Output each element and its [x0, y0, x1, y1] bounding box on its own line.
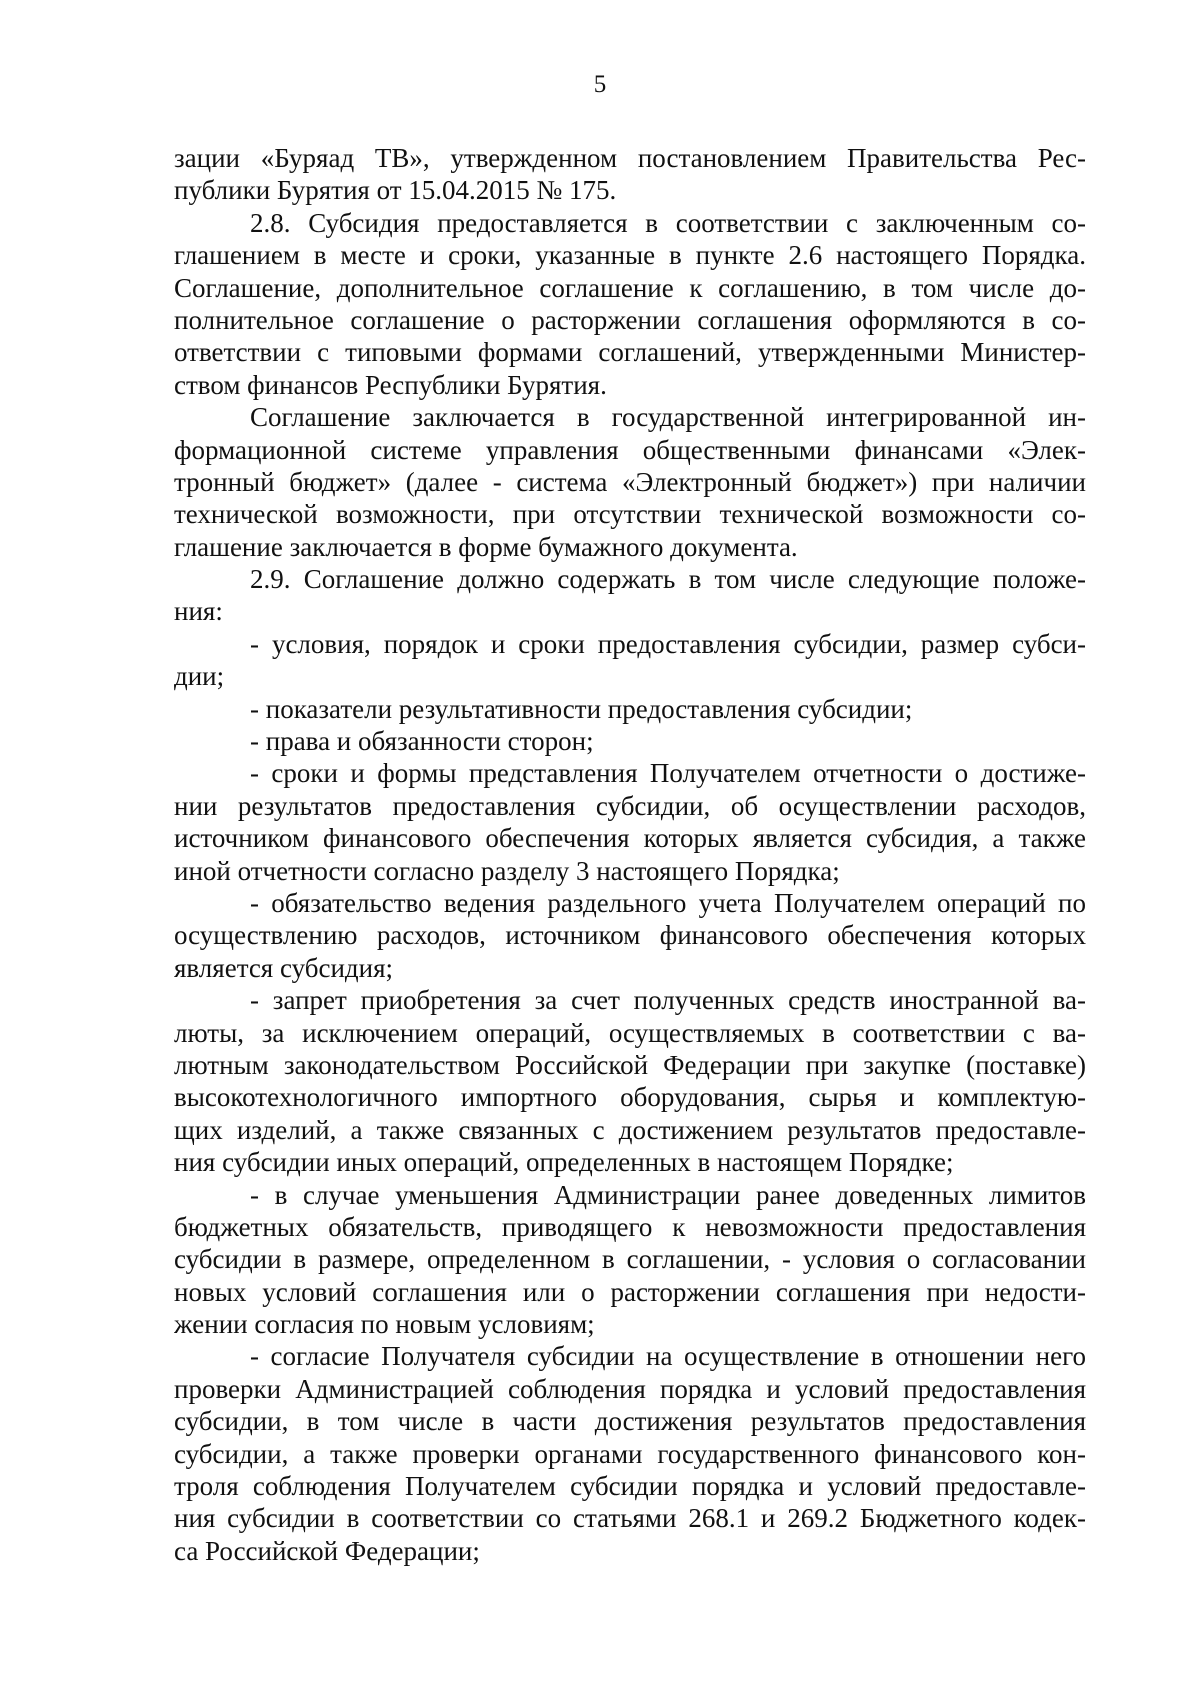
text-line: публики Бурятия от 15.04.2015 № 175. [174, 175, 617, 206]
text-line: ством финансов Республики Бурятия. [174, 369, 607, 400]
text-line: люты, за исключением операций, осуществляемых в соответствии с ва- [174, 1017, 1086, 1048]
text-line: является субсидия; [174, 952, 394, 983]
text-line: ния: [174, 596, 223, 627]
text-line: са Российской Федерации; [174, 1535, 480, 1566]
text-line: - в случае уменьшения Администрации ранее доведенных лимитов [250, 1179, 1086, 1210]
text-line: формационной системе управления общественными финансами «Элек- [174, 434, 1086, 465]
text-line: ния субсидии в соответствии со статьями 268.1 и 269.2 Бюджетного кодек- [174, 1503, 1086, 1534]
text-line: субсидии, в том числе в части достижения результатов предоставления [174, 1406, 1086, 1437]
text-line: - показатели результативности предоставления субсидии; [250, 693, 913, 724]
text-line: высокотехнологичного импортного оборудования, сырья и комплектую- [174, 1082, 1086, 1113]
document-body [174, 142, 1086, 1567]
text-line: новых условий соглашения или о расторжении соглашения при недости- [174, 1276, 1086, 1307]
page-number: 5 [593, 71, 607, 98]
text-line: жении согласия по новым условиям; [174, 1309, 595, 1340]
text-line: - обязательство ведения раздельного учета Получателем операций по [250, 887, 1086, 918]
text-line: лютным законодательством Российской Федерации при закупке (поставке) [174, 1049, 1086, 1080]
text-line: зации «Буряад ТВ», утвержденном постановлением Правительства Рес- [174, 143, 1086, 173]
text-line: субсидии в размере, определенном в соглашении, - условия о согласовании [174, 1244, 1086, 1275]
text-line: технической возможности, при отсутствии технической возможности со- [174, 499, 1086, 530]
text-line: - сроки и формы представления Получателем отчетности о достиже- [250, 758, 1086, 789]
text-line: полнительное соглашение о расторжении соглашения оформляются в со- [174, 304, 1086, 335]
text-line: иной отчетности согласно разделу 3 настоящего Порядка; [174, 855, 840, 886]
text-line: осуществлению расходов, источником финансового обеспечения которых [174, 920, 1086, 951]
text-line: Соглашение, дополнительное соглашение к соглашению, в том числе до- [174, 272, 1086, 303]
text-line: глашение заключается в форме бумажного документа. [174, 531, 798, 562]
text-line: - согласие Получателя субсидии на осуществление в отношении него [250, 1341, 1086, 1372]
text-line: щих изделий, а также связанных с достижением результатов предоставле- [174, 1114, 1086, 1145]
text-line: троля соблюдения Получателем субсидии порядка и условий предоставле- [174, 1471, 1086, 1502]
text-line: 2.8. Субсидия предоставляется в соответствии с заключенным со- [250, 207, 1086, 238]
text-line: бюджетных обязательств, приводящего к невозможности предоставления [174, 1211, 1086, 1242]
text-line: дии; [174, 661, 225, 692]
text-line: тронный бюджет» (далее - система «Электронный бюджет») при наличии [174, 466, 1086, 497]
text-line: Соглашение заключается в государственной интегрированной ин- [250, 402, 1086, 433]
text-line: ния субсидии иных операций, определенных в настоящем Порядке; [174, 1147, 954, 1178]
text-line: - запрет приобретения за счет полученных средств иностранной ва- [250, 985, 1086, 1016]
text-line: глашением в месте и сроки, указанные в пункте 2.6 настоящего Порядка. [174, 240, 1086, 271]
text-line: проверки Администрацией соблюдения порядка и условий предоставления [174, 1373, 1086, 1404]
text-line: ответствии с типовыми формами соглашений, утвержденными Министер- [174, 337, 1086, 368]
text-line: - права и обязанности сторон; [250, 726, 594, 757]
text-line: источником финансового обеспечения которых является субсидия, а также [174, 823, 1086, 854]
text-line: субсидии, а также проверки органами государственного финансового кон- [174, 1438, 1086, 1469]
text-line: нии результатов предоставления субсидии, об осуществлении расходов, [174, 790, 1086, 821]
text-line: 2.9. Соглашение должно содержать в том числе следующие положе- [250, 564, 1086, 595]
text-line: - условия, порядок и сроки предоставления субсидии, размер субси- [250, 628, 1086, 659]
